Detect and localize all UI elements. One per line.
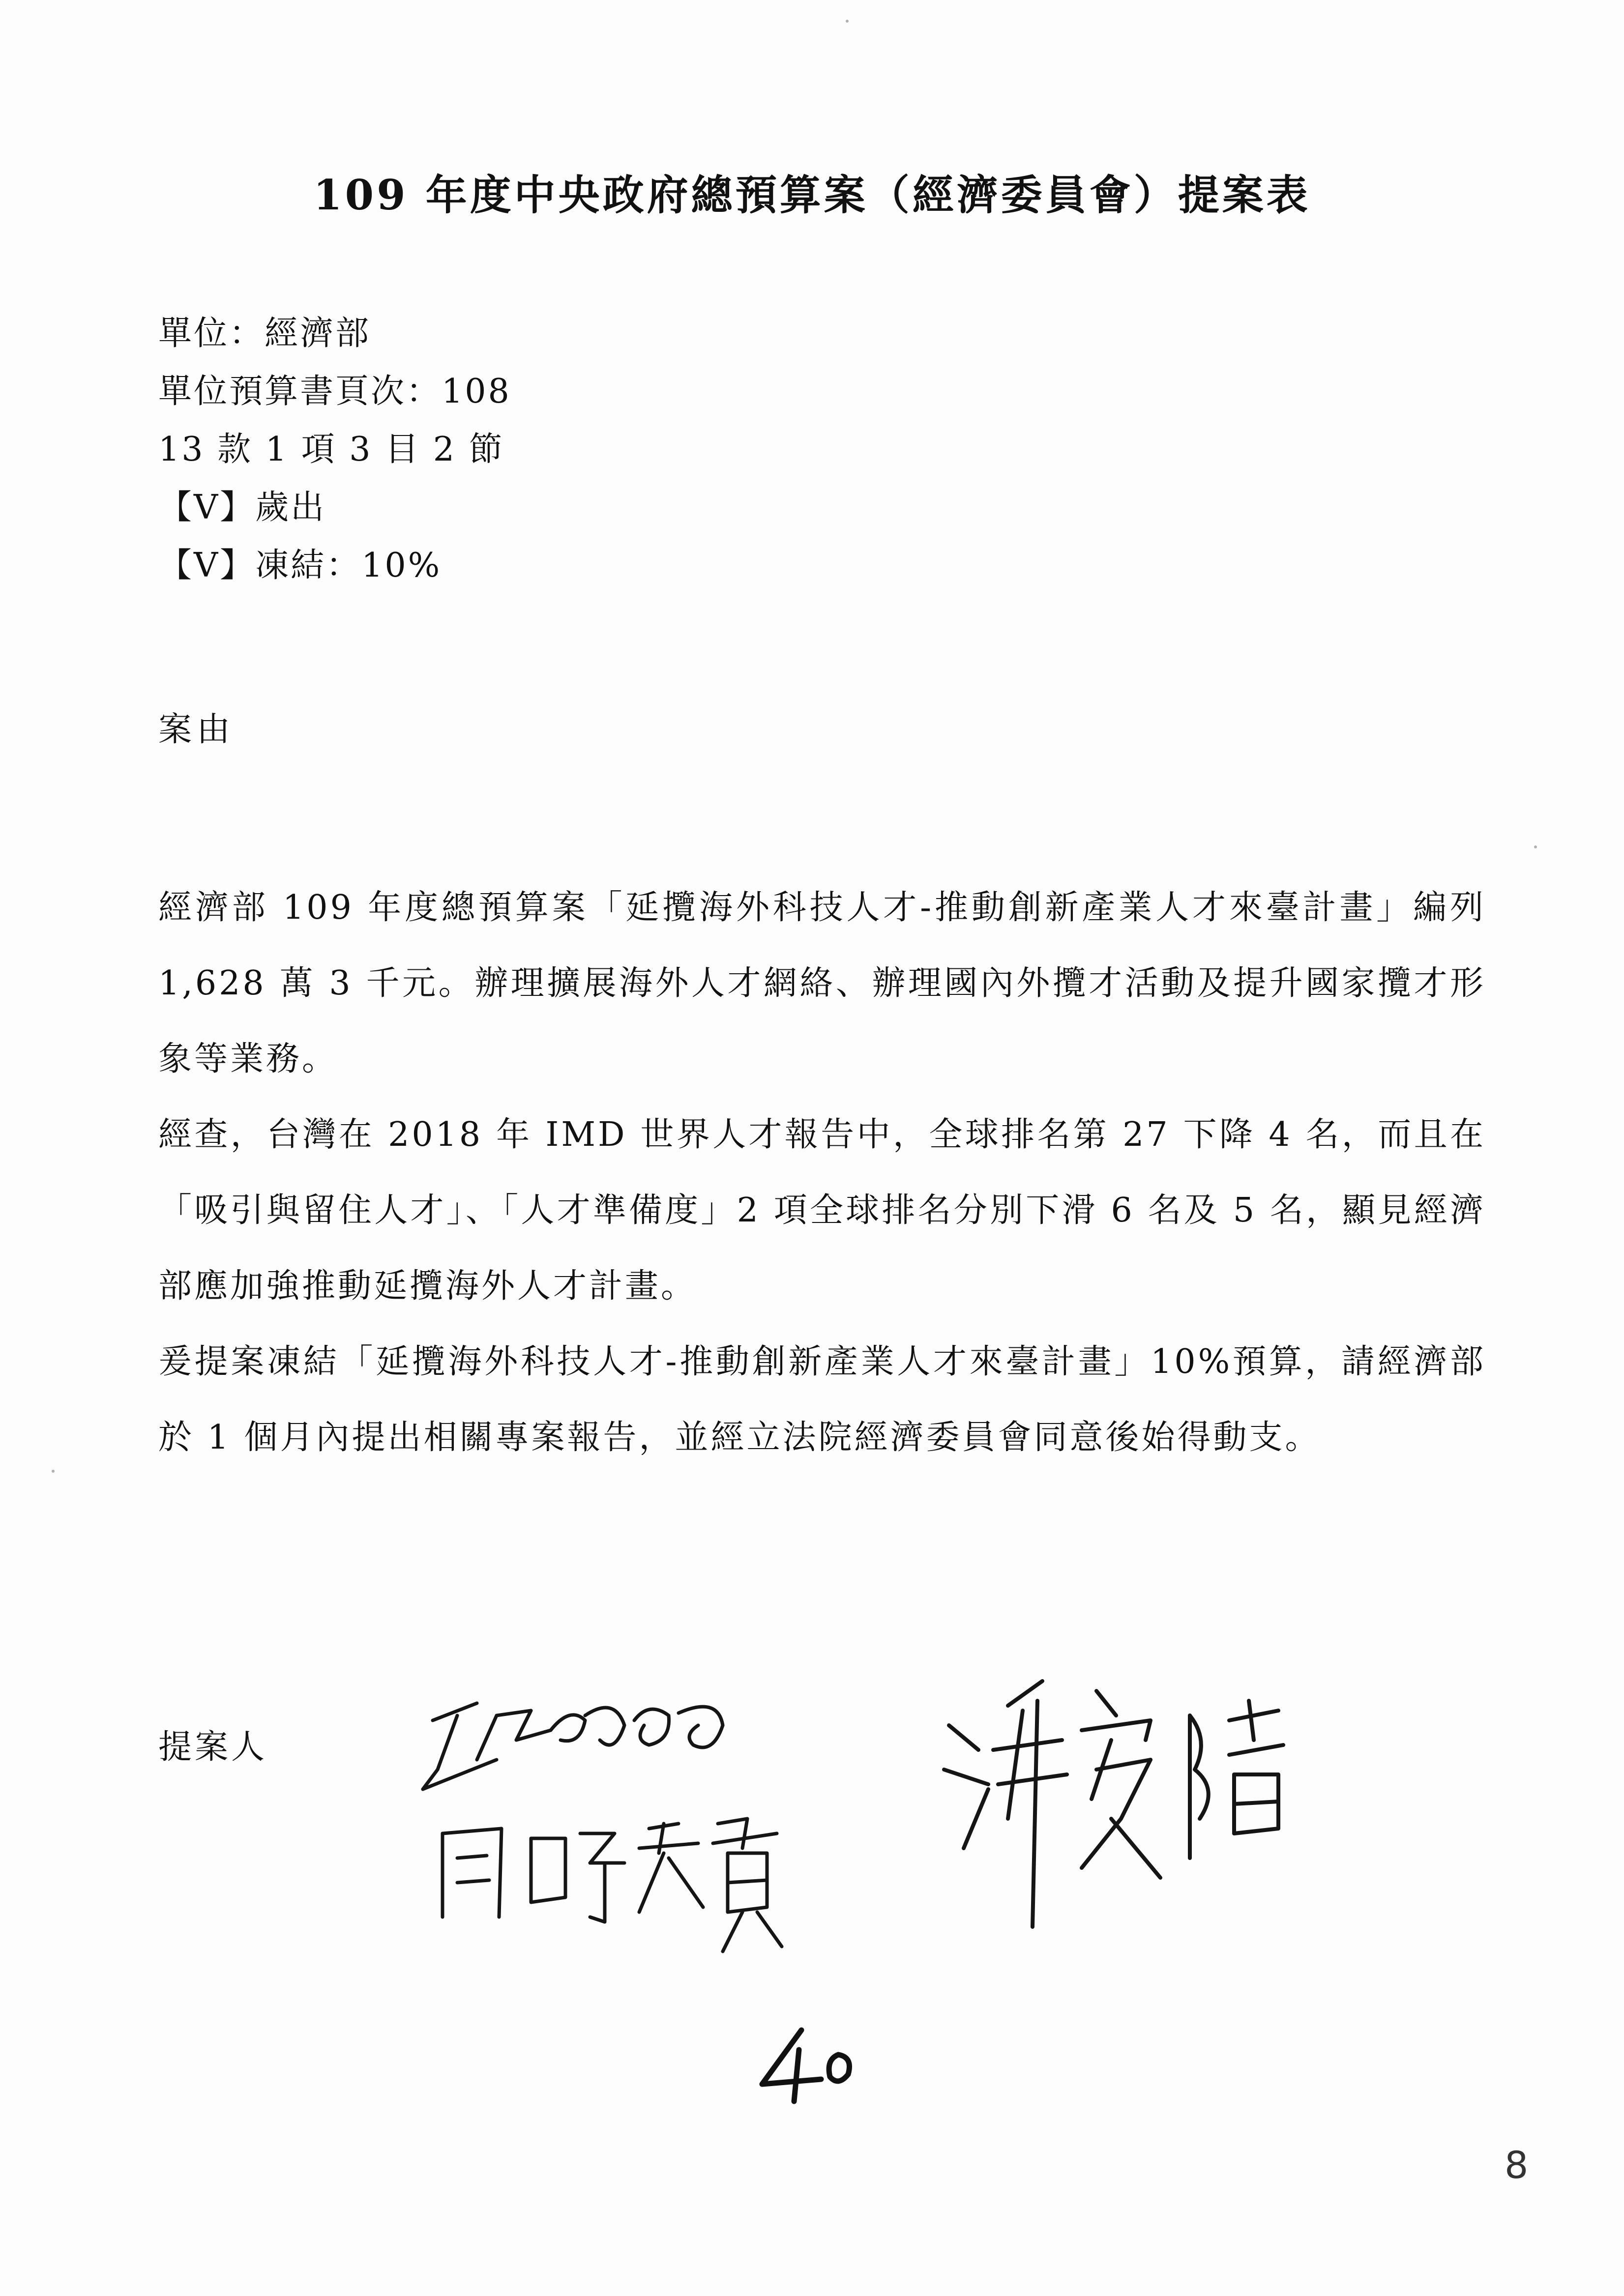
expenditure-checkbox-line: 【V】歲出 bbox=[158, 488, 326, 527]
meta-block bbox=[158, 305, 511, 595]
scan-speck bbox=[1534, 845, 1537, 848]
item-code-line: 13 款 1 項 3 目 2 節 bbox=[158, 430, 504, 469]
freeze-checkbox-line: 【V】凍結：10% bbox=[158, 546, 442, 585]
unit-line: 單位：經濟部 bbox=[158, 314, 371, 353]
paragraph-2: 經查，台灣在 2018 年 IMD 世界人才報告中，全球排名第 27 下降 4 名，而且在「吸引與留住人才」、「人才準備度」2 項全球排名分別下滑 6 名及 5 名，顯見經濟部應加強推動延攬海外人才計畫。 bbox=[158, 1115, 1486, 1306]
handwritten-number-40 bbox=[752, 2020, 860, 2109]
scan-speck bbox=[846, 20, 849, 23]
reason-body bbox=[158, 870, 1486, 1476]
proposer-label: 提案人 bbox=[158, 1728, 268, 1767]
scan-speck bbox=[52, 1470, 55, 1473]
signature-1 bbox=[403, 1686, 806, 1971]
paragraph-1: 經濟部 109 年度總預算案「延攬海外科技人才-推動創新產業人才來臺計畫」編列 1,628 萬 3 千元。辦理擴展海外人才網絡、辦理國內外攬才活動及提升國家攬才形象等業務。 bbox=[158, 888, 1486, 1078]
paragraph-3: 爰提案凍結「延攬海外科技人才-推動創新產業人才來臺計畫」10%預算，請經濟部於 1 個月內提出相關專案報告，並經立法院經濟委員會同意後始得動支。 bbox=[158, 1342, 1486, 1457]
reason-label: 案由 bbox=[158, 710, 236, 749]
page-title: 109 年度中央政府總預算案（經濟委員會）提案表 bbox=[313, 171, 1311, 219]
page-number: 8 bbox=[1505, 2143, 1529, 2187]
budget-page-line: 單位預算書頁次：108 bbox=[158, 372, 511, 411]
signature-2 bbox=[934, 1671, 1308, 1966]
